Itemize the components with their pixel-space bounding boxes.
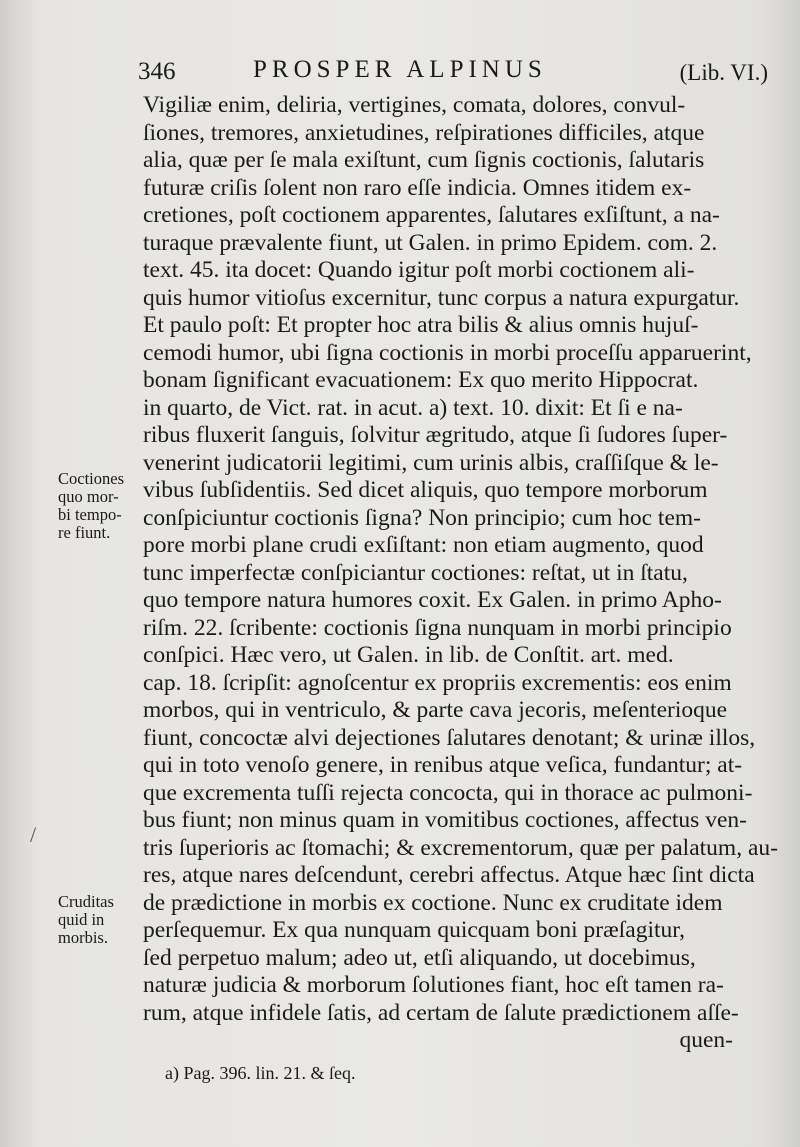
text-line: quo tempore natura humores coxit. Ex Galen. in primo Apho- [143, 587, 722, 613]
text-line: cemodi humor, ubi ſigna coctionis in morbi proceſſu apparuerint, [143, 339, 752, 366]
text-line: tunc imperfectæ conſpiciantur coctiones: reſtat, ut in ſtatu, [143, 559, 688, 586]
text-line: riſm. 22. ſcribente: coctionis ſigna nunquam in morbi principio [143, 614, 732, 641]
page-header [138, 52, 768, 92]
text-line: venerint judicatorii legitimi, cum urinis albis, craſſiſque & le- [143, 449, 719, 476]
text-line: tris ſuperioris ac ſtomachi; & excrementorum, quæ per palatum, au- [143, 834, 778, 861]
text-line: Vigiliæ enim, deliria, vertigines, comata, dolores, convul- [143, 92, 686, 118]
margin-note-line: Cruditas [58, 892, 114, 911]
footnote: a) Pag. 396. lin. 21. & ſeq. [165, 1063, 356, 1083]
text-line: que excrementa tuſſi rejecta concocta, qui in thorace ac pulmoni- [143, 779, 753, 806]
text-line: pore morbi plane crudi exſiſtant: non etiam augmento, quod [143, 532, 704, 558]
text-line: morbos, qui in ventriculo, & parte cava jecoris, meſenterioque [143, 697, 728, 723]
page-number: 346 [138, 58, 176, 85]
margin-note-line: Coctiones [58, 469, 124, 488]
text-line: quen- [679, 1027, 733, 1053]
text-line: cretiones, poſt coctionem apparentes, ſalutares exſiſtunt, a na- [143, 202, 720, 228]
text-line: ſiones, tremores, anxietudines, reſpirationes difficiles, atque [143, 119, 705, 146]
text-line: conſpiciuntur coctionis ſigna? Non principio; cum hoc tem- [143, 504, 701, 531]
text-line: futuræ criſis ſolent non raro eſſe indicia. Omnes itidem ex- [143, 174, 692, 201]
text-line: perſequemur. Ex qua nunquam quicquam boni præſagitur, [143, 917, 686, 943]
text-line: res, atque nares deſcendunt, cerebri affectus. Atque hæc ſint dicta [143, 862, 755, 888]
text-line: conſpici. Hæc vero, ut Galen. in lib. de Conſtit. art. med. [143, 642, 674, 668]
margin-note-cruditas [58, 893, 140, 947]
stray-mark: / [30, 822, 37, 847]
margin-note-line: quo mor- [58, 487, 119, 506]
text-line: fiunt, concoctæ alvi dejectiones ſalutares denotant; & urinæ illos, [143, 724, 756, 751]
text-line: quis humor vitioſus excernitur, tunc corpus a natura expurgatur. [143, 284, 740, 311]
book-reference: (Lib. VI.) [679, 60, 768, 85]
text-line: qui in toto venoſo genere, in renibus atque veſica, fundantur; at- [143, 752, 743, 778]
margin-note-line: quid in [58, 910, 105, 929]
text-line: cap. 18. ſcripſit: agnoſcentur ex propriis excrementis: eos enim [143, 669, 732, 696]
text-line: de prædictione in morbis ex coctione. Nunc ex cruditate idem [143, 889, 723, 916]
text-line: ſed perpetuo malum; adeo ut, etſi aliquando, ut docebimus, [143, 944, 696, 971]
text-line: Et paulo poſt: Et propter hoc atra bilis & alius omnis hujuſ- [143, 312, 699, 338]
margin-note-coctiones [58, 470, 140, 542]
margin-note-line: bi tempo- [58, 505, 122, 524]
body-text [143, 92, 778, 1055]
text-line: vibus ſubſidentiis. Sed dicet aliquis, quo tempore morborum [143, 477, 708, 503]
text-line: ribus fluxerit ſanguis, ſolvitur ægritudo, atque ſi ſudores ſuper- [143, 422, 728, 448]
running-title: PROSPER ALPINUS [253, 56, 547, 83]
text-line: rum, atque infidele ſatis, ad certam de ſalute prædictionem aſſe- [143, 999, 739, 1026]
text-line: bonam ſignificant evacuationem: Ex quo merito Hippocrat. [143, 367, 699, 393]
text-line: bus fiunt; non minus quam in vomitibus coctiones, affectus ven- [143, 807, 747, 833]
margin-note-line: morbis. [58, 928, 108, 947]
text-line: naturæ judicia & morborum ſolutiones fiant, hoc eſt tamen ra- [143, 972, 724, 998]
text-line: text. 45. ita docet: Quando igitur poſt morbi coctionem ali- [143, 257, 695, 283]
text-line: alia, quæ per ſe mala exiſtunt, cum ſignis coctionis, ſalutaris [143, 147, 705, 173]
text-line: turaque prævalente fiunt, ut Galen. in primo Epidem. com. 2. [143, 229, 718, 256]
margin-note-line: re fiunt. [58, 523, 111, 542]
text-line: in quarto, de Vict. rat. in acut. a) text. 10. dixit: Et ſi e na- [143, 394, 683, 421]
